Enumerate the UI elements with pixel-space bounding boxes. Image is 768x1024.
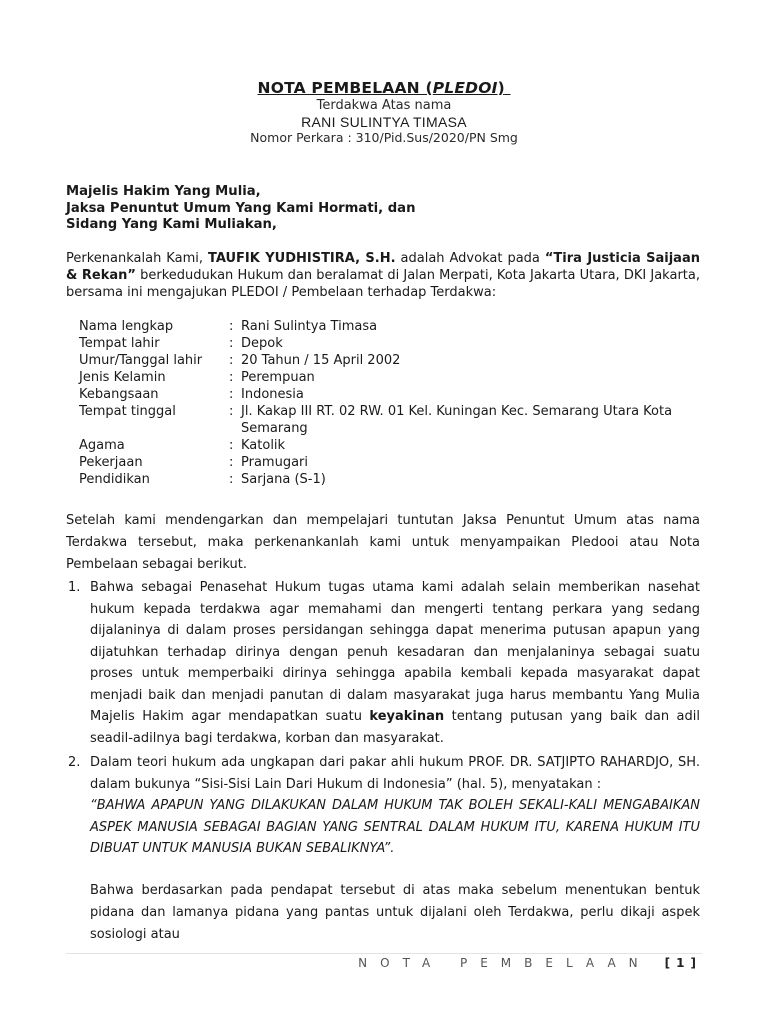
- salutation-line: Sidang Yang Kami Muliakan,: [66, 217, 277, 232]
- list-text-part: Bahwa sebagai Penasehat Hukum tugas utama kami adalah selain memberikan nasehat hukum kepada terdakwa agar memahami dan mengerti tentang perkara yang sedang dijalaninya di dalam proses persidangan sehingga dapat menerima putusan apapun yang dijatuhkan terhadap dirinya dengan penuh kesadaran dan menjalaninya sebagai suatu proses untuk memperbaiki dirinya sehingga apabila kembali kepada masyarakat dapat menjadi baik dan menjadi panutan di dalam masyarakat juga harus membantu Yang Mulia Majelis Hakim agar mendapatkan suatu: [90, 580, 700, 724]
- identity-label: Pendidikan: [79, 472, 150, 487]
- page-number: [1]: [664, 956, 702, 970]
- case-number: Nomor Perkara : 310/Pid.Sus/2020/PN Smg: [250, 130, 518, 145]
- salutation-line: Majelis Hakim Yang Mulia,: [66, 184, 261, 199]
- identity-value: 20 Tahun / 15 April 2002: [241, 353, 401, 368]
- identity-value: Rani Sulintya Timasa: [241, 319, 378, 334]
- footer-label: NOTA PEMBELAAN: [358, 956, 651, 970]
- identity-row: [79, 335, 719, 352]
- defendant-name: RANI SULINTYA TIMASA: [301, 114, 467, 130]
- colon: :: [229, 353, 234, 368]
- intro-text: berkedudukan Hukum dan beralamat di Jalan Merpati, Kota Jakarta Utara, DKI Jakarta, bersama ini mengajukan PLEDOI / Pembelaan terhadap Terdakwa:: [66, 268, 700, 300]
- identity-label: Tempat lahir: [79, 336, 160, 351]
- identity-label: Tempat tinggal: [79, 404, 176, 419]
- defendant-identity: [79, 318, 719, 488]
- identity-row: [79, 318, 719, 335]
- footer-divider: [66, 953, 702, 954]
- salutation: [66, 184, 415, 234]
- colon: :: [229, 438, 234, 453]
- document-title: [0, 78, 768, 98]
- identity-label: Kebangsaan: [79, 387, 159, 402]
- identity-row: [79, 437, 719, 454]
- list-number: 2.: [68, 755, 81, 770]
- list-item: [66, 752, 700, 860]
- list-item: [66, 577, 700, 749]
- page-footer: [358, 956, 702, 970]
- identity-row: [79, 386, 719, 403]
- identity-row: [79, 369, 719, 386]
- colon: :: [229, 370, 234, 385]
- identity-value: Katolik: [241, 438, 286, 453]
- identity-row: [79, 403, 719, 437]
- intro-text: adalah Advokat pada: [395, 251, 545, 266]
- salutation-line: Jaksa Penuntut Umum Yang Kami Hormati, dan: [66, 200, 416, 216]
- identity-label: Agama: [79, 438, 125, 453]
- colon: :: [229, 319, 234, 334]
- document-header: [0, 78, 768, 146]
- intro-paragraph: [66, 250, 700, 301]
- identity-value: Perempuan: [241, 370, 315, 385]
- title-close: ): [497, 79, 505, 97]
- law-firm-name: “Tira Justicia Saijaan & Rekan”: [66, 251, 700, 283]
- list-number: 1.: [68, 580, 81, 595]
- identity-value: Jl. Kakap III RT. 02 RW. 01 Kel. Kuningan Kec. Semarang Utara Kota Semarang: [241, 404, 673, 436]
- advocate-name: TAUFIK YUDHISTIRA, S.H.: [207, 251, 396, 266]
- title-italic: PLEDOI: [432, 79, 498, 97]
- identity-value: Indonesia: [241, 387, 304, 402]
- legal-quote: “BAHWA APAPUN YANG DILAKUKAN DALAM HUKUM TAK BOLEH SEKALI-KALI MENGABAIKAN ASPEK MANUSIA SEBAGAI BAGIAN YANG SENTRAL DALAM HUKUM ITU, KARENA HUKUM ITU DIBUAT UNTUK MANUSIA BUKAN SEBALIKNYA”.: [90, 798, 700, 856]
- colon: :: [229, 387, 234, 402]
- identity-value: Pramugari: [241, 455, 308, 470]
- colon: :: [229, 404, 234, 419]
- list-text-part: tentang putusan yang baik dan adil seadil-adilnya bagi terdakwa, korban dan masyarakat.: [90, 709, 700, 746]
- colon: :: [229, 455, 234, 470]
- colon: :: [229, 472, 234, 487]
- defendant-caption: Terdakwa Atas nama: [316, 98, 452, 113]
- identity-label: Pekerjaan: [79, 455, 143, 470]
- identity-value: Depok: [241, 336, 283, 351]
- intro-text: Perkenankalah Kami,: [66, 251, 208, 266]
- list-text: [90, 577, 700, 749]
- identity-label: Umur/Tanggal lahir: [79, 353, 203, 368]
- title-main: NOTA PEMBELAAN (: [257, 79, 433, 97]
- colon: :: [229, 336, 234, 351]
- identity-row: [79, 454, 719, 471]
- list-text: Dalam teori hukum ada ungkapan dari pakar ahli hukum PROF. DR. SATJIPTO RAHARDJO, SH. dalam bukunya “Sisi-Sisi Lain Dari Hukum di Indonesia” (hal. 5), menyatakan :: [90, 755, 700, 792]
- keyword: keyakinan: [369, 709, 445, 724]
- identity-row: [79, 352, 719, 369]
- identity-label: Nama lengkap: [79, 319, 174, 334]
- opening-paragraph: Setelah kami mendengarkan dan mempelajari tuntutan Jaksa Penuntut Umum atas nama Terdakwa tersebut, maka perkenankanlah kami untuk menyampaikan Pledooi atau Nota Pembelaan sebagai berikut.: [66, 513, 700, 572]
- identity-label: Jenis Kelamin: [79, 370, 166, 385]
- identity-value: Sarjana (S-1): [241, 472, 326, 487]
- basis-paragraph: Bahwa berdasarkan pada pendapat tersebut di atas maka sebelum menentukan bentuk pidana dan lamanya pidana yang pantas untuk dijalani oleh Terdakwa, perlu dikaji aspek sosiologi atau: [90, 883, 700, 942]
- identity-row: [79, 471, 719, 488]
